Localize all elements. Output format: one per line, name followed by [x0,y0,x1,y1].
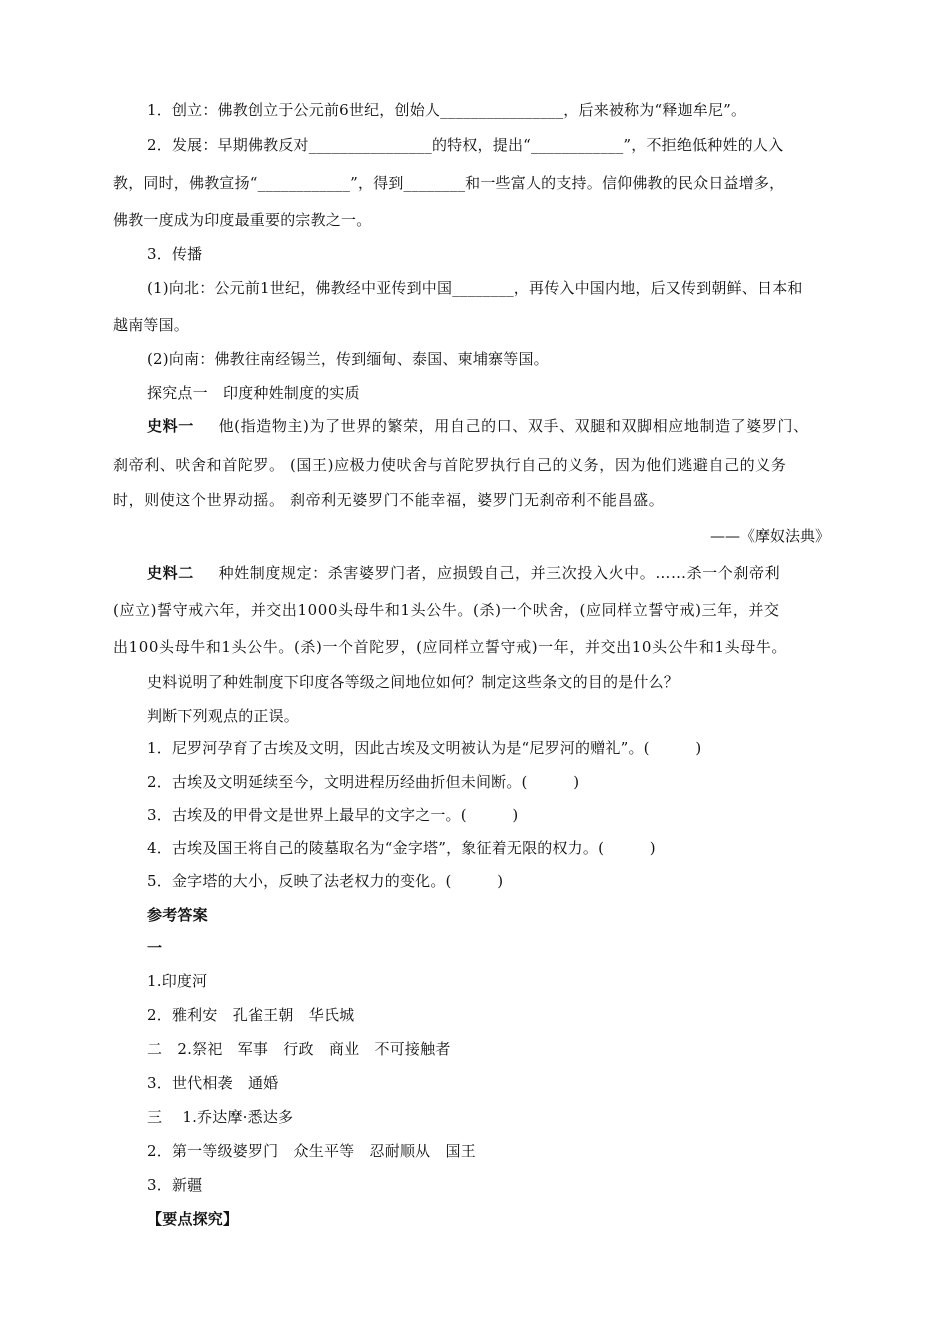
answers-title: 参考答案 [147,906,208,924]
judgement-item: 3．古埃及的甲骨文是世界上最早的文字之一。( ) [147,806,519,824]
buddhism-item-spread-title: 3．传播 [147,245,203,263]
judgement-item: 1．尼罗河孕育了古埃及文明，因此古埃及文明被认为是“尼罗河的赠礼”。( ) [147,739,702,757]
judgement-title: 判断下列观点的正误。 [147,707,300,725]
inquiry-question: 史料说明了种姓制度下印度各等级之间地位如何？制定这些条文的目的是什么？ [147,673,680,691]
answer-c2: 2．第一等级婆罗门 众生平等 忍耐顺从 国王 [147,1142,476,1160]
source2-text-line1: 种姓制度规定：杀害婆罗门者，应损毁自己，并三次投入火中。……杀一个刹帝利 [218,564,781,582]
answer-a1: 1.印度河 [147,972,208,990]
source1-citation: ——《摩奴法典》 [709,527,830,545]
source1-line2: 刹帝利、吠舍和首陀罗。 (国王)应极力使吠舍与首陀罗执行自己的义务，因为他们逃避自己的义务 [113,456,787,474]
source2-line1 [147,563,780,583]
source2-line2: (应立)誓守戒六年，并交出1000头母牛和1头公牛。(杀)一个吠舍，(应同样立誓守戒)三年，并交 [113,601,780,619]
inquiry-title: 探究点一 印度种姓制度的实质 [147,384,360,402]
buddhism-item-development-line1: 2．发展：早期佛教反对________________的特权，提出“____________”，不拒绝低种姓的人入 [147,136,784,154]
answer-section3: 三 1.乔达摩·悉达多 [147,1108,294,1126]
buddhism-spread-north-line1: (1)向北：公元前1世纪，佛教经中亚传到中国________，再传入中国内地，后又传到朝鲜、日本和 [147,279,803,297]
answer-section2: 二 2.祭祀 军事 行政 商业 不可接触者 [147,1040,451,1058]
buddhism-spread-north-line2: 越南等国。 [113,316,190,334]
answer-a2: 2．雅利安 孔雀王朝 华氏城 [147,1006,355,1024]
buddhism-item-development-line2: 教，同时，佛教宣扬“____________”，得到________和一些富人的支持。信仰佛教的民众日益增多， [113,174,785,192]
judgement-item: 5．金字塔的大小，反映了法老权力的变化。( ) [147,872,504,890]
judgement-item: 4．古埃及国王将自己的陵墓取名为“金字塔”，象征着无限的权力。( ) [147,839,656,857]
judgement-item: 2．古埃及文明延续至今，文明进程历经曲折但未间断。( ) [147,773,580,791]
buddhism-item-development-line3: 佛教一度成为印度最重要的宗教之一。 [113,211,372,229]
source1-text-line1: 他(指造物主)为了世界的繁荣，用自己的口、双手、双腿和双脚相应地制造了婆罗门、 [218,417,809,435]
answer-c3: 3．新疆 [147,1176,203,1194]
buddhism-spread-south: (2)向南：佛教往南经锡兰，传到缅甸、泰国、柬埔寨等国。 [147,350,549,368]
source1-line3: 时，则使这个世界动摇。 刹帝利无婆罗门不能幸福，婆罗门无刹帝利不能昌盛。 [113,491,665,509]
source2-line3: 出100头母牛和1头公牛。(杀)一个首陀罗，(应同样立誓守戒)一年，并交出10头公牛和1头母牛。 [113,638,788,656]
buddhism-item-founding: 1．创立：佛教创立于公元前6世纪，创始人________________，后来被称为“释迦牟尼”。 [147,101,747,119]
source2-label: 史料二 [147,564,194,582]
key-points-heading: 【要点探究】 [147,1210,239,1228]
source1-line1 [147,416,809,436]
answer-b3: 3．世代相袭 通婚 [147,1074,279,1092]
source1-label: 史料一 [147,417,194,435]
answers-section1-label: 一 [147,939,163,957]
